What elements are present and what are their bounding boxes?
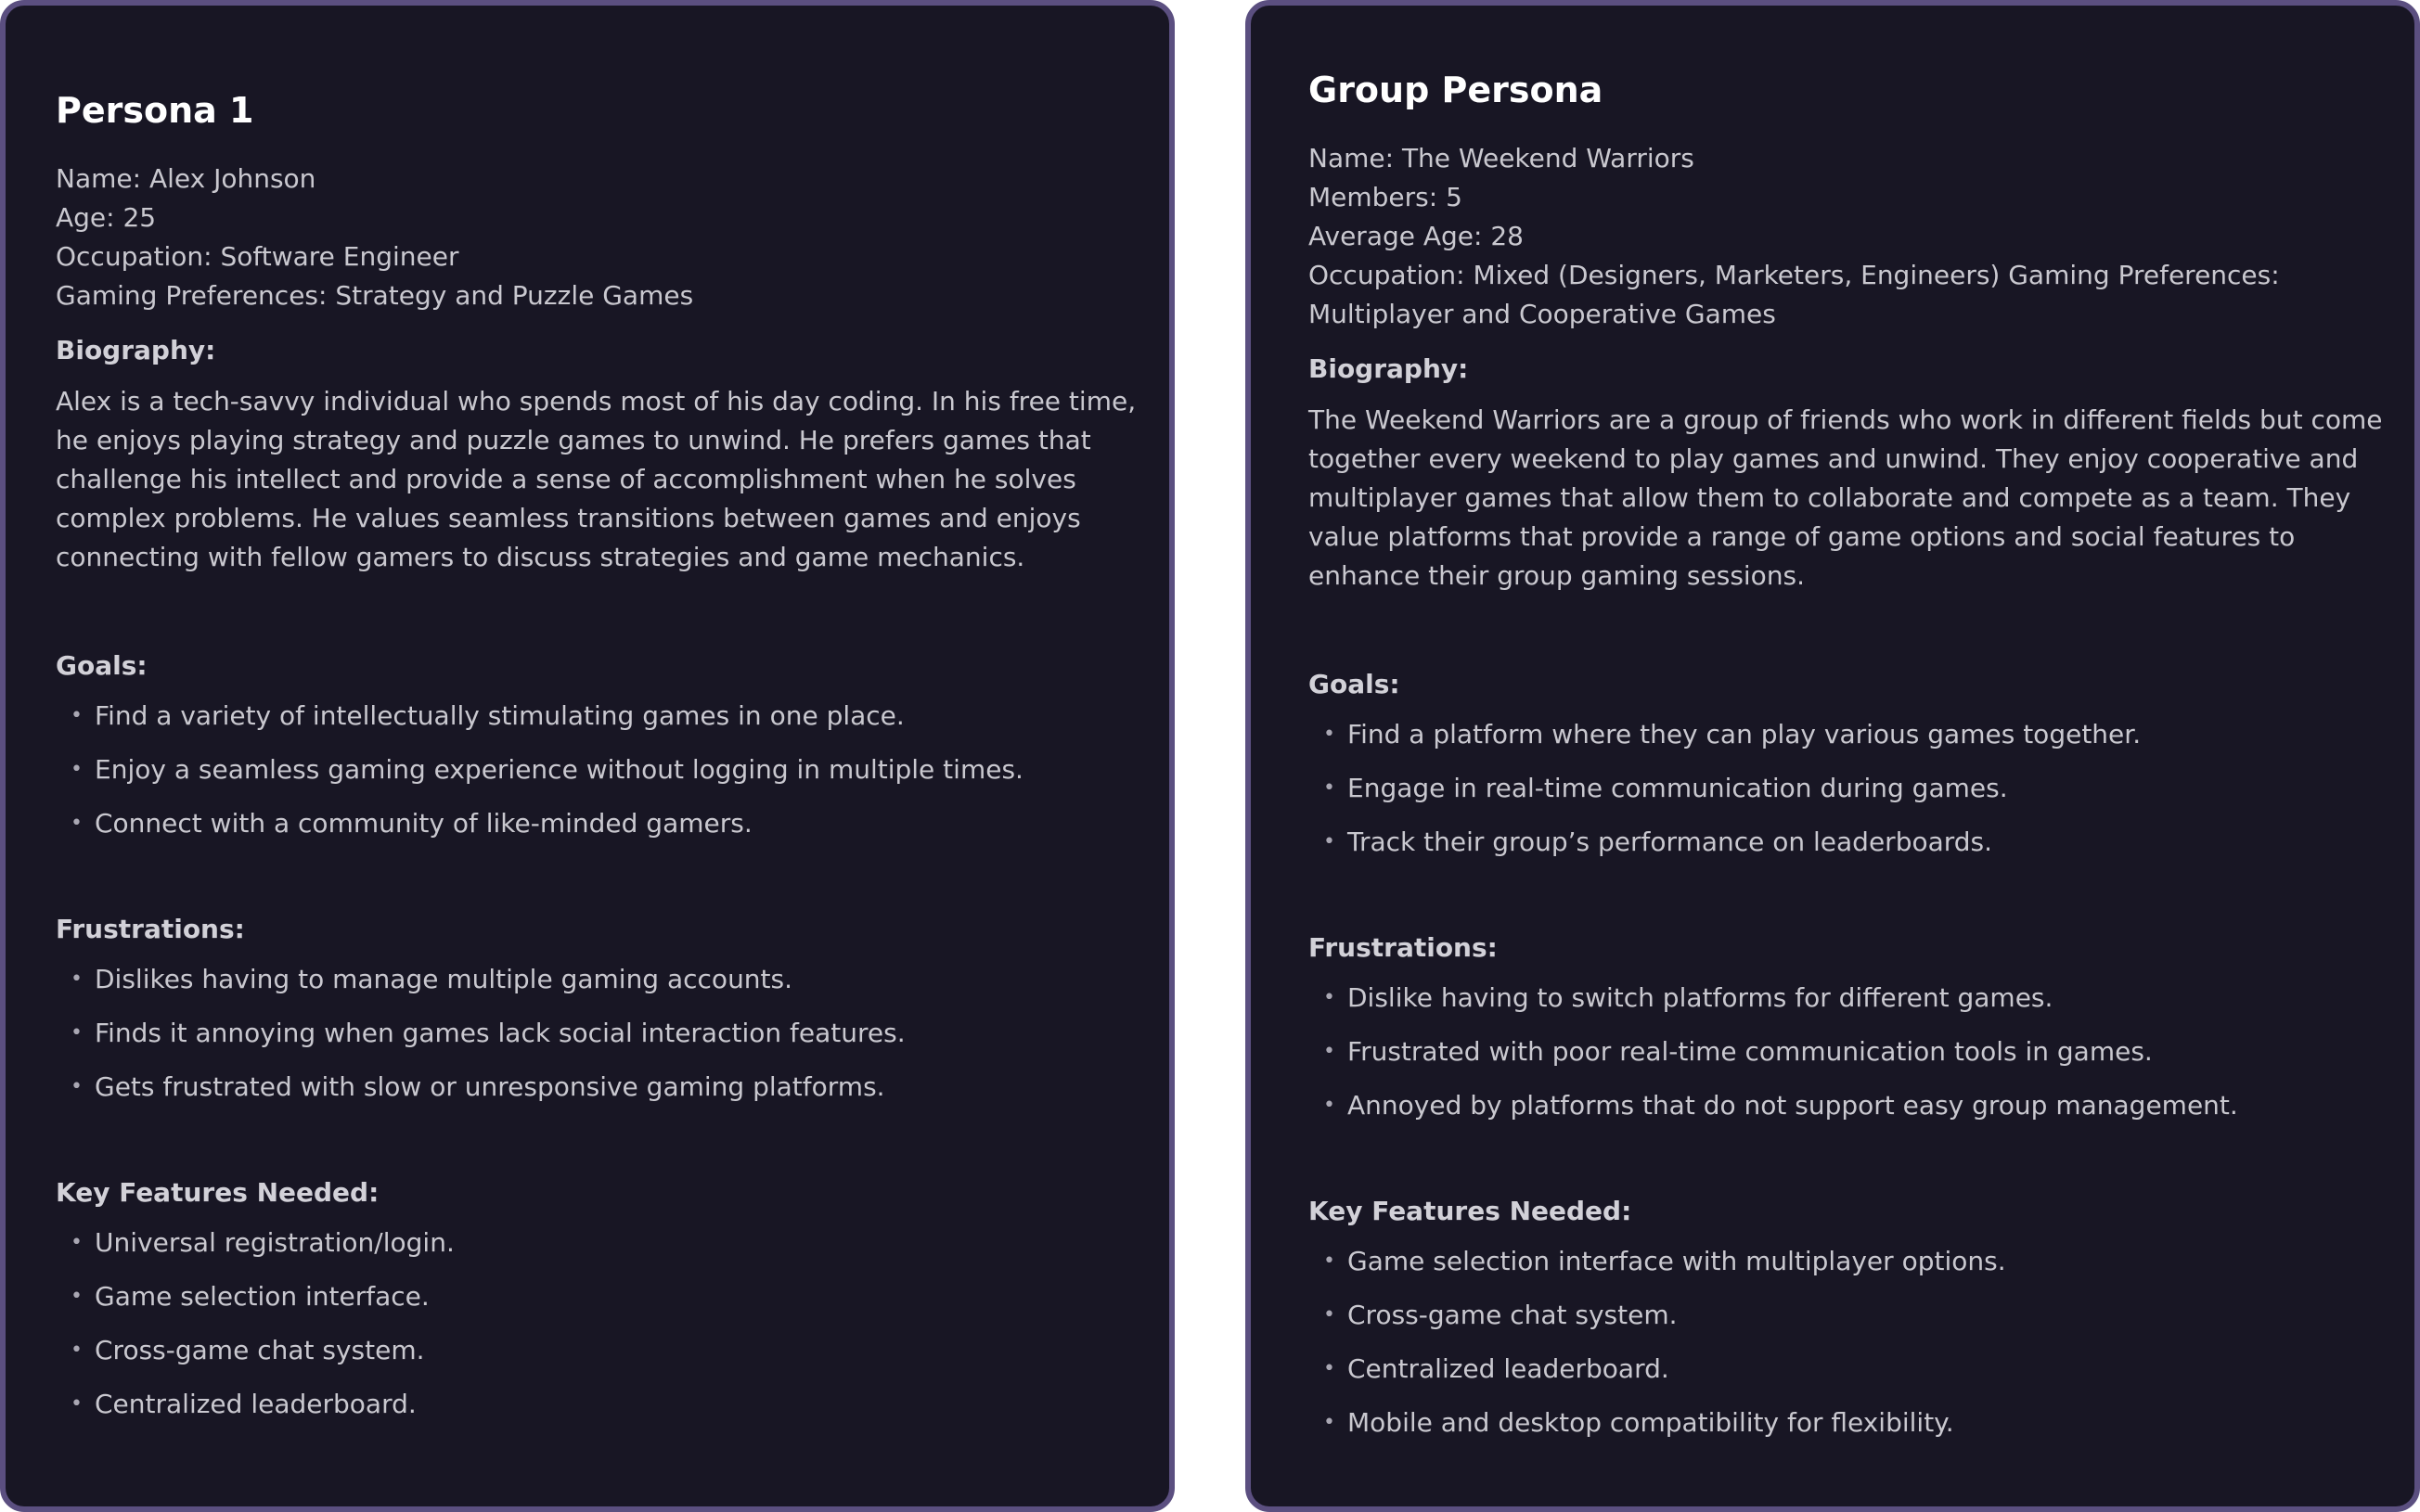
list-item: • Dislikes having to manage multiple gaming accounts. <box>56 961 1141 998</box>
goals-heading: Goals: <box>1308 669 1400 699</box>
info-average-age: Average Age: 28 <box>1308 221 1524 251</box>
goals-heading: Goals: <box>56 650 148 681</box>
info-occupation: Occupation: Mixed (Designers, Marketers, Engineers) Gaming Preferences: Multiplayer and Cooperative Games <box>1308 260 2280 329</box>
persona-card-1 <box>0 0 1175 1512</box>
frustrations-heading: Frustrations: <box>1308 932 1498 963</box>
features-heading: Key Features Needed: <box>1308 1196 1632 1226</box>
info-gaming-preferences: Gaming Preferences: Strategy and Puzzle Games <box>56 280 694 311</box>
persona-card-group <box>1245 0 2420 1512</box>
features-heading: Key Features Needed: <box>56 1177 380 1208</box>
persona-title: Group Persona <box>1308 70 1603 110</box>
persona-title: Persona 1 <box>56 90 254 131</box>
features-list <box>56 1224 1141 1423</box>
info-name: Name: The Weekend Warriors <box>1308 143 1694 173</box>
list-item: • Mobile and desktop compatibility for flexibility. <box>1308 1404 2387 1442</box>
info-members: Members: 5 <box>1308 182 1462 212</box>
goals-list <box>56 698 1141 842</box>
info-occupation: Occupation: Software Engineer <box>56 241 459 272</box>
info-name: Name: Alex Johnson <box>56 163 316 194</box>
frustrations-list <box>56 961 1141 1106</box>
frustrations-heading: Frustrations: <box>56 914 245 944</box>
list-item: • Game selection interface with multiplayer options. <box>1308 1243 2387 1280</box>
list-item: • Game selection interface. <box>56 1278 1141 1315</box>
biography-heading: Biography: <box>56 335 216 365</box>
goals-list <box>1308 716 2387 861</box>
features-list <box>1308 1243 2387 1442</box>
list-item: • Find a variety of intellectually stimulating games in one place. <box>56 698 1141 735</box>
list-item: • Connect with a community of like-minded gamers. <box>56 805 1141 842</box>
biography-text: Alex is a tech-savvy individual who spends most of his day coding. In his free time, he enjoys playing strategy and puzzle games to unwind. He prefers games that challenge his intellect and provide a sense of accomplishment when he solves complex problems. He values seamless transitions between games and enjoys connecting with fellow gamers to discuss strategies and game mechanics. <box>56 386 1137 572</box>
persona-info <box>56 160 1141 315</box>
biography-heading: Biography: <box>1308 353 1469 384</box>
list-item: • Annoyed by platforms that do not support easy group management. <box>1308 1087 2387 1124</box>
list-item: • Cross-game chat system. <box>1308 1297 2387 1334</box>
list-item: • Centralized leaderboard. <box>1308 1351 2387 1388</box>
list-item: • Find a platform where they can play various games together. <box>1308 716 2387 753</box>
list-item: • Cross-game chat system. <box>56 1332 1141 1369</box>
info-age: Age: 25 <box>56 202 157 233</box>
frustrations-list <box>1308 980 2387 1124</box>
biography-text: The Weekend Warriors are a group of friends who work in different fields but come together every weekend to play games and unwind. They enjoy cooperative and multiplayer games that allow them to collaborate and compete as a team. They value platforms that provide a range of game options and social features to enhance their group gaming sessions. <box>1308 404 2383 591</box>
list-item: • Centralized leaderboard. <box>56 1386 1141 1423</box>
persona-info <box>1308 139 2387 334</box>
list-item: • Universal registration/login. <box>56 1224 1141 1262</box>
list-item: • Engage in real-time communication during games. <box>1308 770 2387 807</box>
list-item: • Dislike having to switch platforms for different games. <box>1308 980 2387 1017</box>
list-item: • Gets frustrated with slow or unresponsive gaming platforms. <box>56 1069 1141 1106</box>
list-item: • Track their group’s performance on leaderboards. <box>1308 824 2387 861</box>
list-item: • Finds it annoying when games lack social interaction features. <box>56 1015 1141 1052</box>
list-item: • Frustrated with poor real-time communication tools in games. <box>1308 1033 2387 1070</box>
list-item: • Enjoy a seamless gaming experience without logging in multiple times. <box>56 751 1141 788</box>
